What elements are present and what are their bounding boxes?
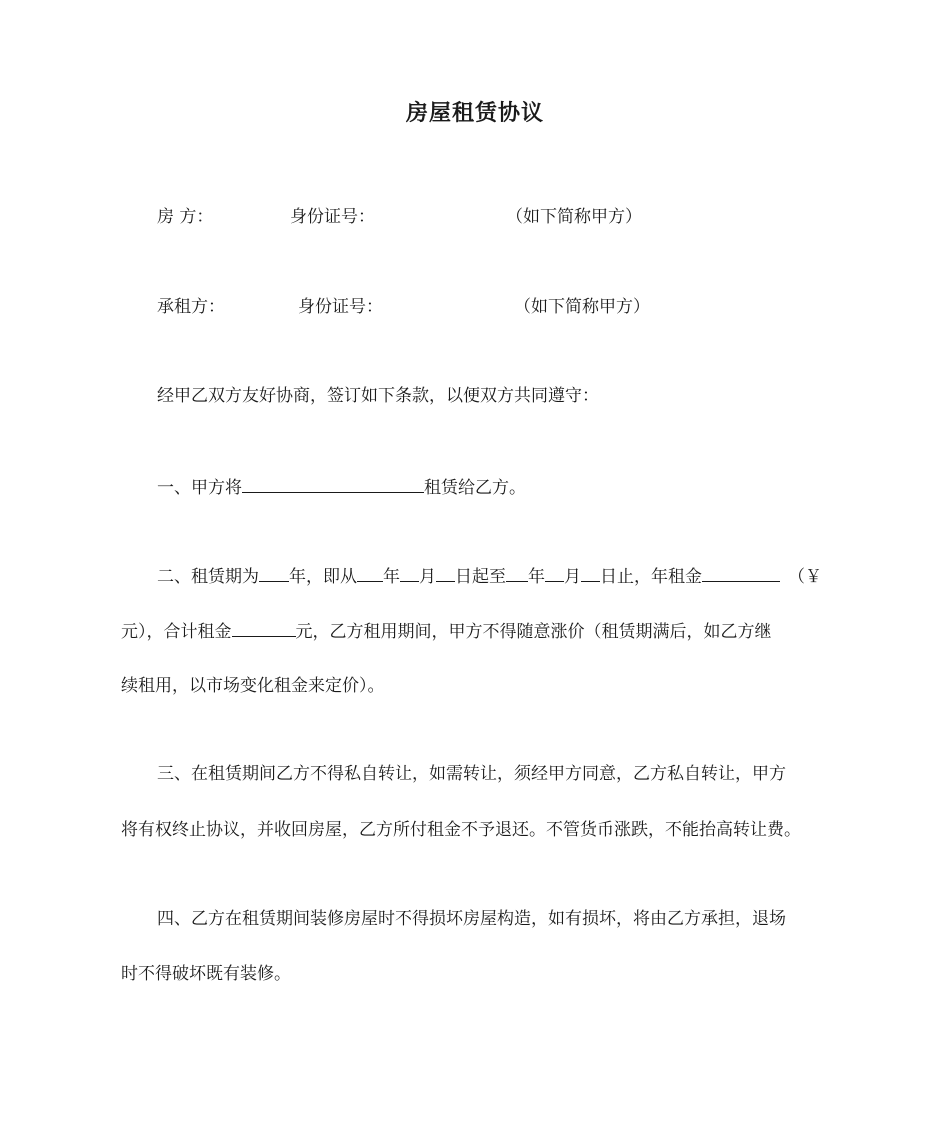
intro-paragraph: 经甲乙双方友好协商，签订如下条款，以便双方共同遵守：: [157, 386, 599, 406]
start-month-blank: [400, 563, 419, 582]
tenant-label: 承租方：: [157, 297, 225, 317]
clause-4-line-1: 四、乙方在租赁期间装修房屋时不得损坏房屋构造，如有损坏，将由乙方承担，退场: [157, 909, 786, 929]
clause-2-text: 元，乙方租用期间，甲方不得随意涨价（租赁期满后，如乙方继: [295, 622, 772, 642]
end-year-blank: [506, 563, 528, 582]
end-month-blank: [545, 563, 564, 582]
end-day-blank: [581, 563, 600, 582]
clause-2-line-1: [157, 563, 822, 589]
clause-2-text: 月: [419, 567, 436, 587]
clause-2-text: （￥: [788, 567, 822, 587]
clause-3-line-2: 将有权终止协议，并收回房屋，乙方所付租金不予退还。不管货币涨跌，不能抬高转让费。: [121, 820, 801, 840]
term-years-blank: [259, 563, 289, 582]
property-blank: [242, 474, 424, 493]
tenant-alias: （如下简称甲方）: [514, 297, 650, 317]
clause-4-line-2: 时不得破坏既有装修。: [121, 964, 291, 984]
start-day-blank: [436, 563, 455, 582]
start-year-blank: [357, 563, 383, 582]
tenant-id-label: 身份证号：: [298, 297, 383, 317]
document-title: 房屋租赁协议: [405, 101, 544, 126]
clause-1-suffix: 租赁给乙方。: [424, 478, 526, 498]
landlord-label: 房 方：: [157, 207, 214, 227]
clause-2-text: 元），合计租金: [121, 622, 232, 642]
total-rent-blank: [232, 618, 296, 637]
clause-2-text: 年，即从: [289, 567, 357, 587]
annual-rent-blank: [702, 563, 780, 582]
clause-2-text: 年: [383, 567, 400, 587]
clause-2-text: 年: [528, 567, 545, 587]
landlord-alias: （如下简称甲方）: [506, 207, 642, 227]
clause-1-prefix: 一、甲方将: [157, 478, 242, 498]
clause-3-line-1: 三、在租赁期间乙方不得私自转让，如需转让，须经甲方同意，乙方私自转让，甲方: [157, 764, 786, 784]
clause-2-line-3: 续租用，以市场变化租金来定价）。: [121, 676, 385, 696]
clause-2-line-2: [121, 618, 772, 644]
clause-2-text: 月: [564, 567, 581, 587]
clause-2-text: 日止，年租金: [600, 567, 702, 587]
clause-2-text: 日起至: [455, 567, 506, 587]
clause-2-text: 二、租赁期为: [157, 567, 259, 587]
clause-1: [157, 474, 526, 500]
landlord-id-label: 身份证号：: [290, 207, 375, 227]
